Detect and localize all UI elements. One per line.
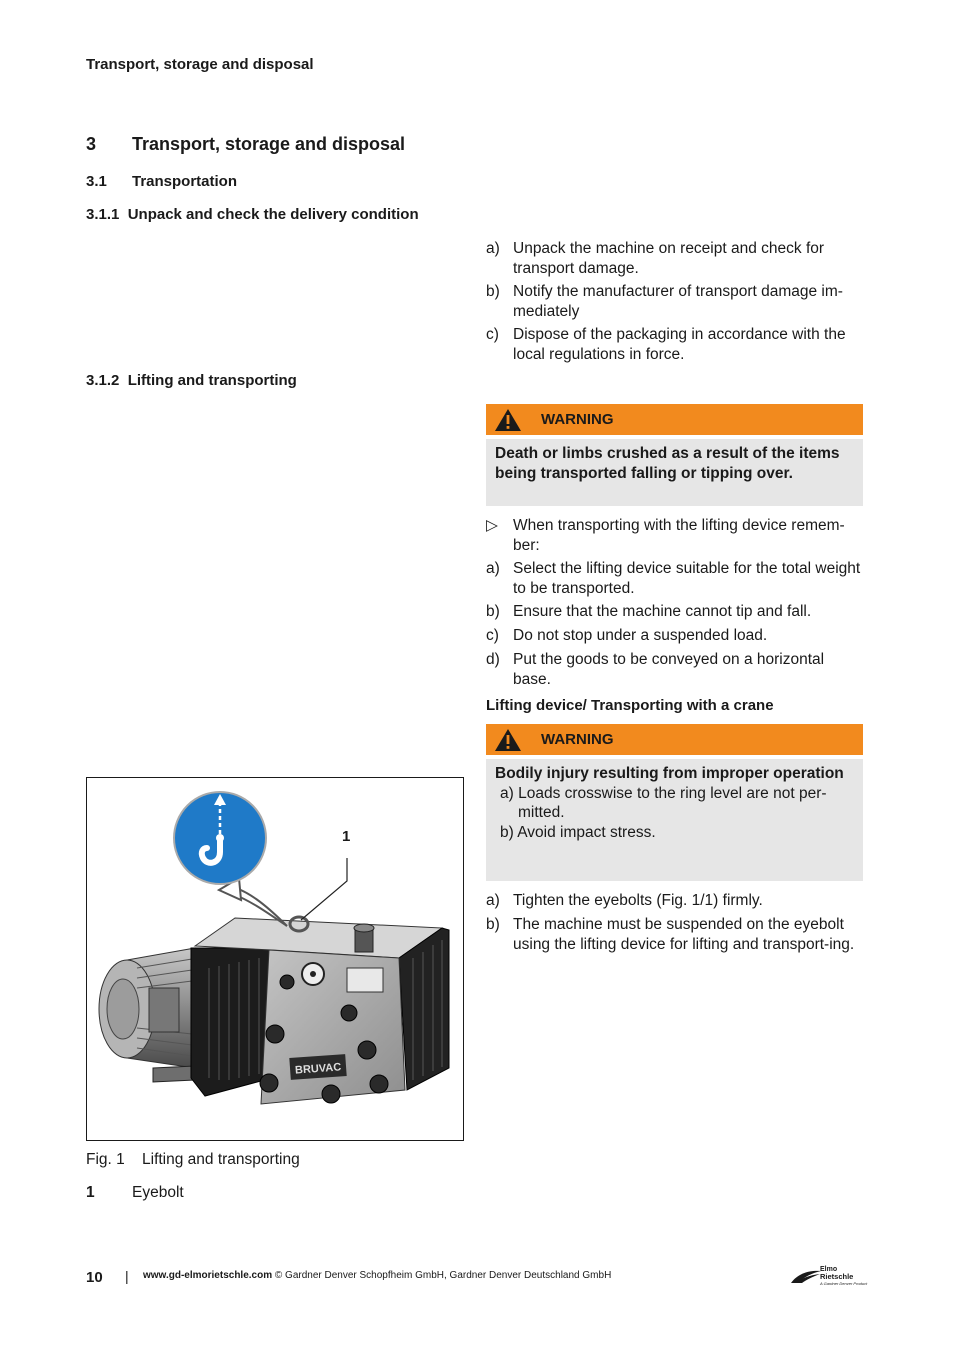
warning-header bbox=[486, 404, 863, 435]
footer-credit bbox=[143, 1270, 611, 1281]
warning-line: a) Loads crosswise to the ring level are not per- bbox=[500, 784, 827, 802]
footer-copyright: © Gardner Denver Schopfheim GmbH, Gardner Denver Deutschland GmbH bbox=[274, 1270, 612, 1281]
crane-heading: Lifting device/ Transporting with a crane bbox=[486, 697, 774, 714]
list-item: b) Notify the manufacturer of transport damage im-mediately bbox=[486, 283, 843, 320]
warning-line: mitted. bbox=[518, 804, 565, 821]
footer-separator: | bbox=[125, 1268, 129, 1284]
list-item: a) Select the lifting device suitable for the total weight to be transported. bbox=[486, 560, 861, 597]
subsection-number: 3.1 bbox=[86, 173, 107, 190]
warning-line: b) Avoid impact stress. bbox=[500, 823, 656, 841]
running-header: Transport, storage and disposal bbox=[86, 56, 314, 73]
page-number: 10 bbox=[86, 1269, 103, 1286]
warning-label: WARNING bbox=[541, 411, 614, 428]
machine-illustration bbox=[87, 778, 463, 1140]
list-item: c) Do not stop under a suspended load. bbox=[486, 627, 768, 644]
heading-3-1-2: 3.1.2 Lifting and transporting bbox=[86, 372, 297, 389]
figure-lifting bbox=[86, 777, 464, 1141]
list-item: a) Tighten the eyebolts (Fig. 1/1) firmly. bbox=[486, 892, 763, 909]
logo-swoosh-icon bbox=[790, 1269, 822, 1285]
nameplate-text: BRUVAC bbox=[294, 1061, 342, 1077]
figure-caption-number: Fig. 1 bbox=[86, 1151, 125, 1168]
subsection-title: Transportation bbox=[132, 173, 238, 190]
list-item: a) Unpack the machine on receipt and check for transport damage. bbox=[486, 240, 825, 277]
elmo-rietschle-logo: Elmo Rietschle A Gardner Denver Product bbox=[790, 1266, 870, 1290]
section-number: 3 bbox=[86, 134, 97, 154]
footer-url[interactable]: www.gd-elmorietschle.com bbox=[143, 1270, 273, 1281]
list-item-intro: ▷ When transporting with the lifting device remem-ber: bbox=[486, 517, 845, 554]
warning-body bbox=[486, 759, 863, 881]
warning-label: WARNING bbox=[541, 731, 614, 748]
list-item: b) The machine must be suspended on the eyebolt using the lifting device for lifting and transport-ing. bbox=[486, 916, 855, 953]
crane-hook-sign-icon bbox=[174, 792, 266, 884]
warning-triangle-icon bbox=[494, 728, 522, 752]
list-item: d) Put the goods to be conveyed on a horizontal base. bbox=[486, 651, 825, 688]
warning-body bbox=[486, 439, 863, 506]
legend-text: Eyebolt bbox=[132, 1184, 184, 1201]
warning-header bbox=[486, 724, 863, 755]
figure-callout-1: 1 bbox=[342, 828, 351, 845]
warning-title: Bodily injury resulting from improper operation bbox=[495, 765, 844, 782]
list-item: c) Dispose of the packaging in accordance with the local regulations in force. bbox=[486, 326, 846, 363]
heading-3-1-1: 3.1.1 Unpack and check the delivery condition bbox=[86, 206, 419, 223]
triangle-bullet-icon: ▷ bbox=[486, 517, 498, 534]
legend-number: 1 bbox=[86, 1184, 95, 1201]
warning-triangle-icon bbox=[494, 408, 522, 432]
section-title: Transport, storage and disposal bbox=[132, 134, 406, 154]
list-item: b) Ensure that the machine cannot tip and fall. bbox=[486, 603, 812, 620]
figure-caption-text: Lifting and transporting bbox=[142, 1151, 300, 1168]
warning-text: Death or limbs crushed as a result of the items being transported falling or tipping over. bbox=[495, 445, 840, 482]
